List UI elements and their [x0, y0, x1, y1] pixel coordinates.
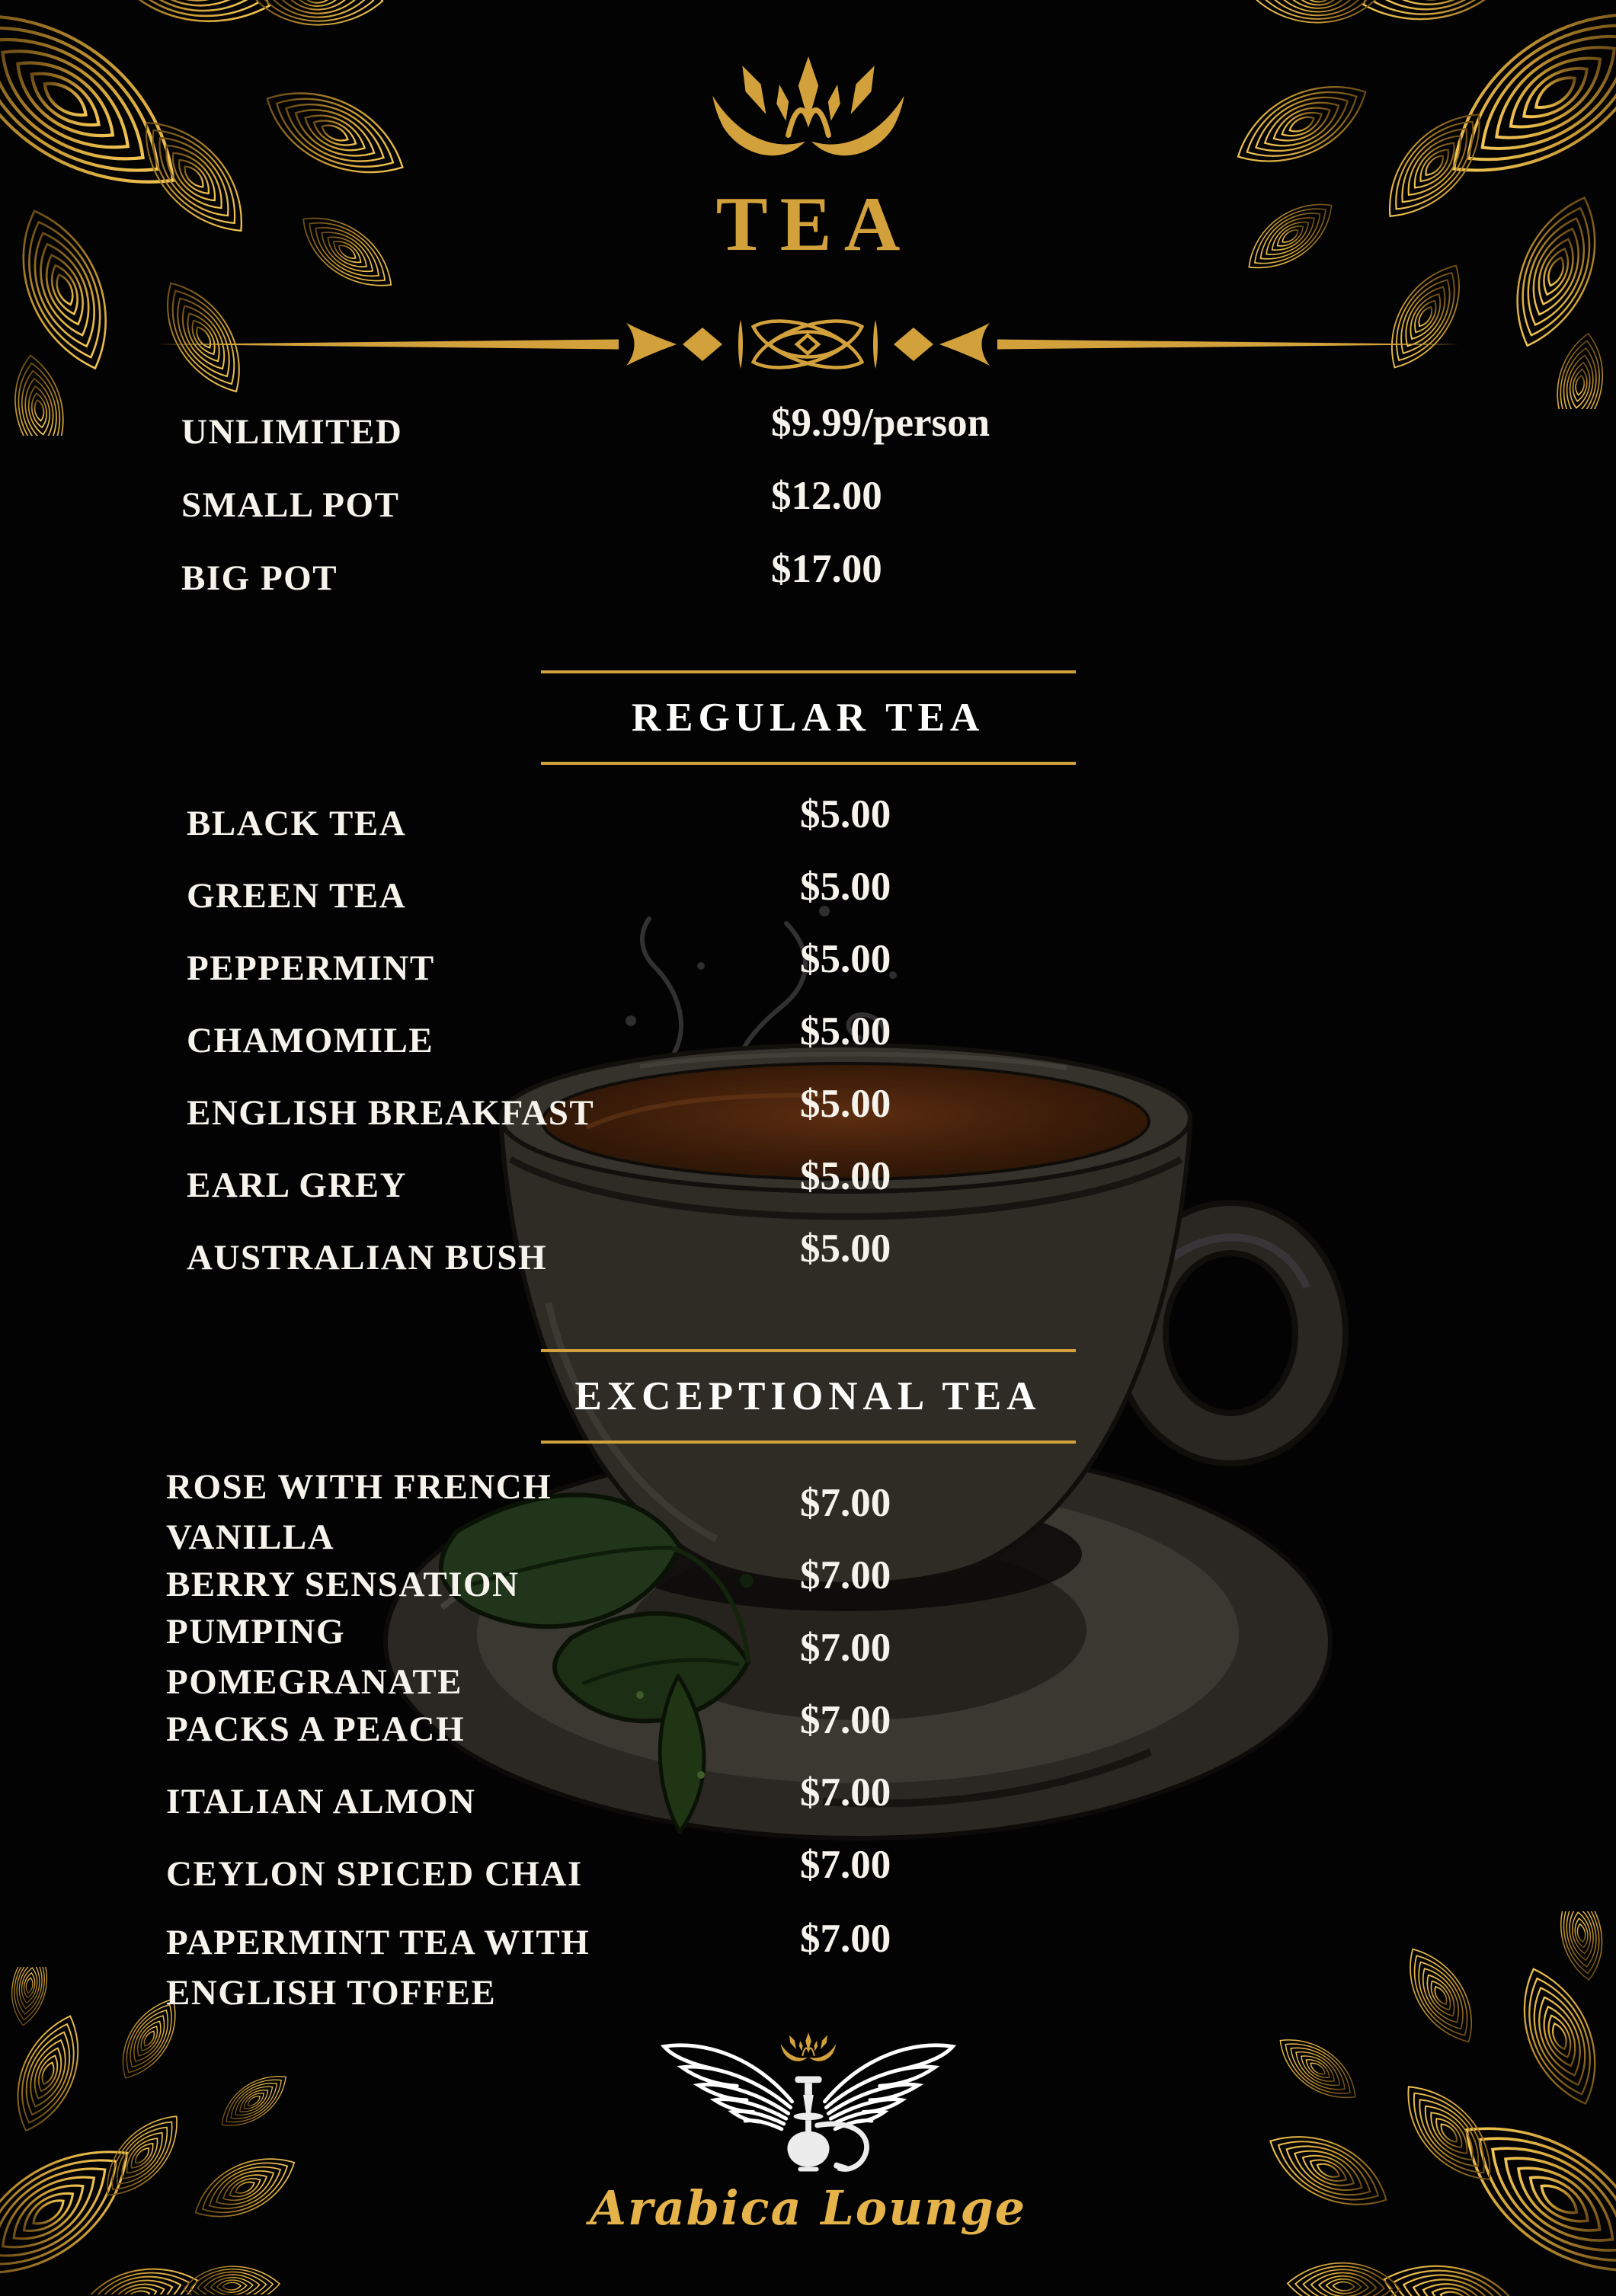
section-title: REGULAR TEA — [631, 696, 985, 740]
item-price: $7.00 — [800, 1917, 891, 1961]
menu-item-row — [0, 1611, 1616, 1702]
menu-item-row — [0, 1838, 1616, 1911]
item-label: ENGLISH BREAKFAST — [187, 1092, 595, 1133]
menu-item-row — [0, 1222, 1616, 1294]
brand-name: Arabica Lounge — [589, 2180, 1027, 2236]
item-price: $5.00 — [800, 791, 891, 836]
menu-item-row — [0, 1911, 1616, 2019]
menu-item-row — [0, 469, 1616, 542]
menu-item-row — [0, 788, 1616, 860]
section-title: EXCEPTIONAL TEA — [574, 1374, 1042, 1418]
menu-item-row — [0, 396, 1616, 469]
item-label: GREEN TEA — [187, 875, 407, 916]
item-label: SMALL POT — [181, 485, 400, 526]
item-label: PACKS A PEACH — [166, 1709, 466, 1749]
menu-item-row — [0, 542, 1616, 616]
item-price: $7.00 — [800, 1480, 891, 1525]
item-label: UNLIMITED — [181, 412, 403, 452]
pot-price-list — [0, 396, 1616, 616]
item-label: BERRY SENSATION — [166, 1564, 520, 1604]
winged-hookah-logo-icon — [652, 2030, 965, 2186]
menu-item-row — [0, 932, 1616, 1005]
item-price: $7.00 — [800, 1697, 891, 1742]
menu-item-row — [0, 1077, 1616, 1150]
item-label: PAPERMINT TEA WITH ENGLISH TOFFEE — [166, 1923, 590, 2013]
section-exceptional-tea-header — [541, 1349, 1076, 1444]
menu-item-row — [0, 1766, 1616, 1838]
item-label: CEYLON SPICED CHAI — [166, 1853, 583, 1894]
menu-item-row — [0, 1693, 1616, 1766]
item-label: EARL GREY — [187, 1165, 408, 1205]
exceptional-tea-list — [0, 1466, 1616, 2019]
item-price: $5.00 — [800, 1009, 891, 1054]
item-label: BLACK TEA — [187, 803, 407, 843]
item-label: PUMPING POMEGRANATE — [166, 1611, 463, 1702]
item-price: $5.00 — [800, 1081, 891, 1126]
crown-icon — [706, 53, 910, 169]
item-label: ROSE WITH FRENCH VANILLA — [166, 1466, 552, 1557]
item-label: AUSTRALIAN BUSH — [187, 1237, 548, 1278]
item-price: $5.00 — [800, 1226, 891, 1271]
item-price: $5.00 — [800, 864, 891, 909]
item-label: ITALIAN ALMON — [166, 1781, 476, 1821]
item-price: $12.00 — [771, 474, 882, 518]
item-price: $5.00 — [800, 1153, 891, 1198]
menu-item-row — [0, 1466, 1616, 1557]
menu-item-row — [0, 1150, 1616, 1222]
item-price: $7.00 — [800, 1842, 891, 1887]
item-price: $5.00 — [800, 936, 891, 981]
regular-tea-list — [0, 788, 1616, 1294]
section-regular-tea-header — [541, 670, 1076, 765]
menu-item-row — [0, 1005, 1616, 1077]
item-label: CHAMOMILE — [187, 1020, 434, 1060]
item-price: $7.00 — [800, 1770, 891, 1815]
menu-item-row — [0, 860, 1616, 932]
ornamental-divider-icon — [152, 315, 1464, 373]
item-label: PEPPERMINT — [187, 948, 435, 988]
item-price: $7.00 — [800, 1553, 891, 1597]
item-price: $7.00 — [800, 1625, 891, 1670]
page-title: TEA — [715, 181, 913, 267]
item-label: BIG POT — [181, 558, 338, 599]
item-price: $9.99/person — [771, 401, 990, 445]
item-price: $17.00 — [771, 547, 882, 591]
